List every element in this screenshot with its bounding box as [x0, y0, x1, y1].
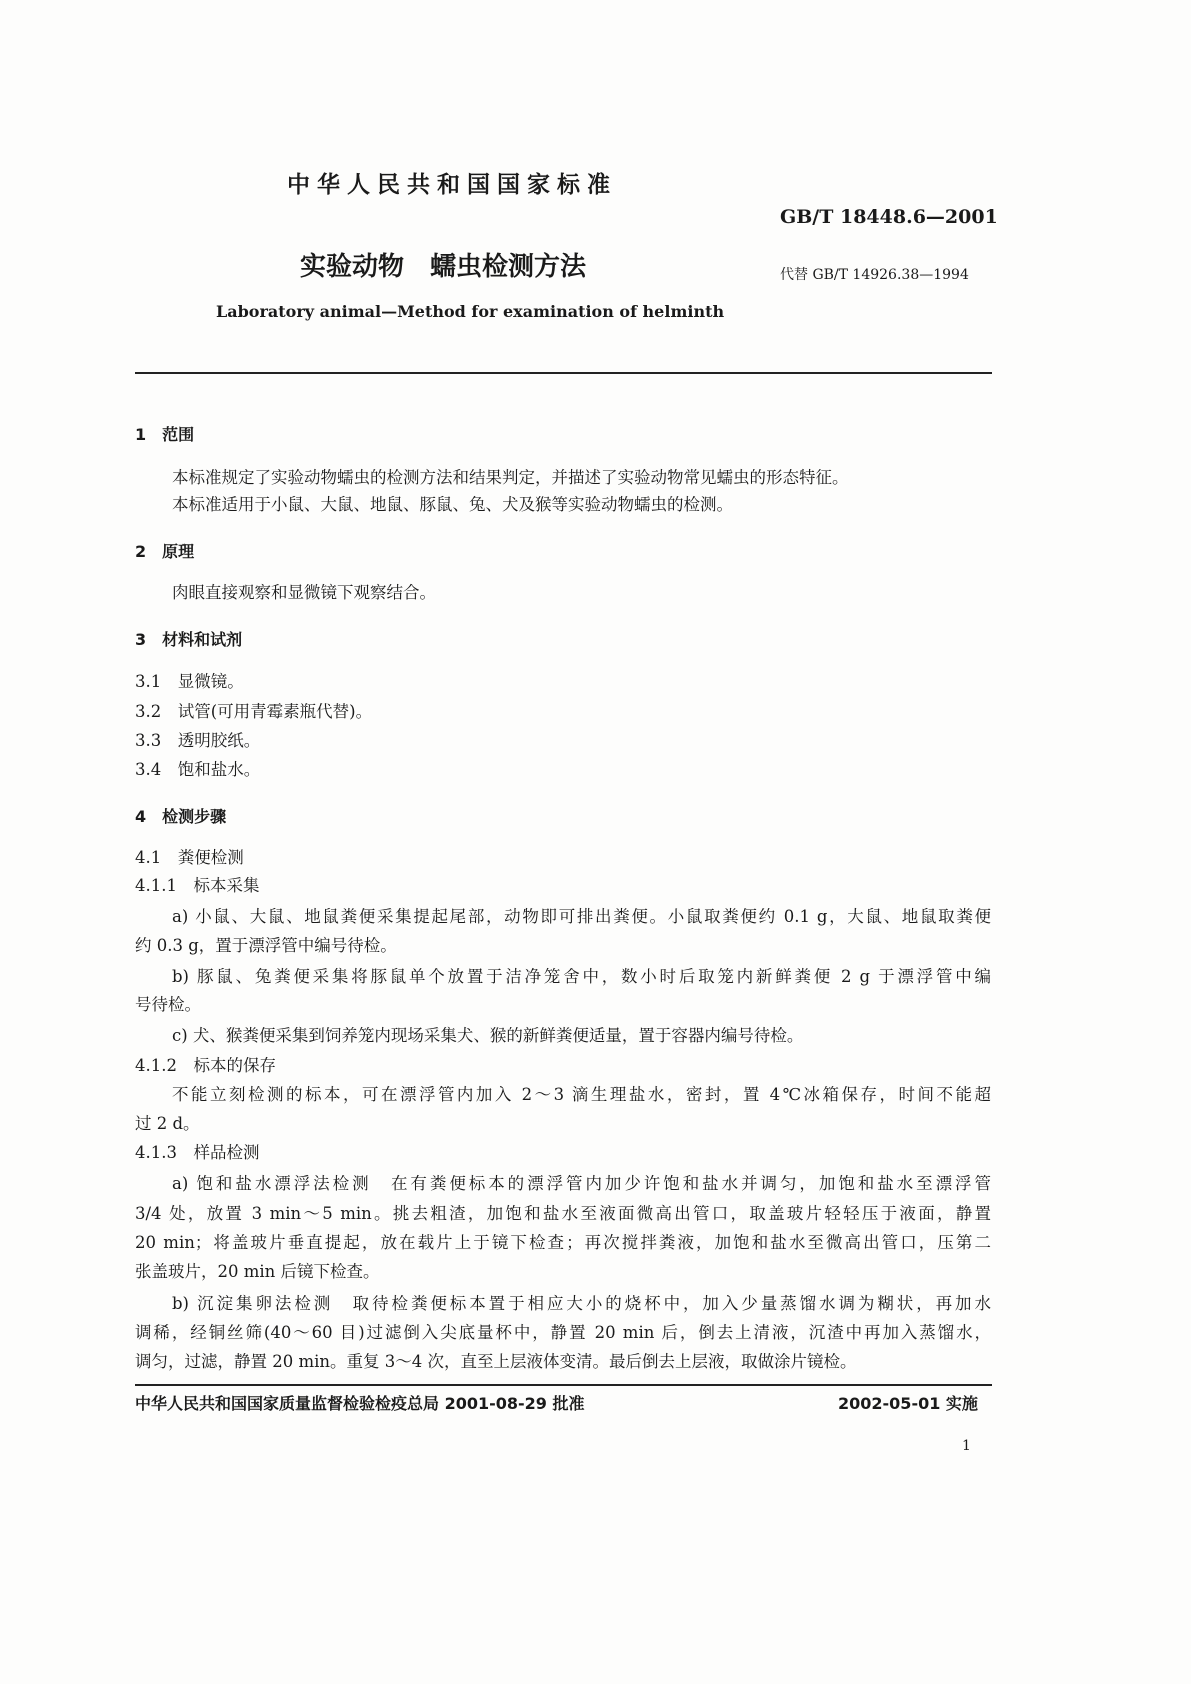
paragraph-line: 3/4 处，放置 3 min～5 min。挑去粗渣，加饱和盐水至液面微高出管口，取盖玻片轻轻压于液面，静置: [135, 1204, 991, 1223]
subsection-heading: 4.1.3 样品检测: [135, 1143, 260, 1162]
subsection-heading: 4.1.2 标本的保存: [135, 1056, 276, 1075]
list-item: 3.1 显微镜。: [135, 672, 244, 691]
list-item: 3.2 试管(可用青霉素瓶代替)。: [135, 702, 373, 721]
paragraph-line: 肉眼直接观察和显微镜下观察结合。: [172, 583, 436, 602]
section-heading-2: 2 原理: [135, 542, 195, 561]
english-title: Laboratory animal—Method for examination of helminth: [216, 302, 725, 321]
paragraph-line: a) 小鼠、大鼠、地鼠粪便采集提起尾部，动物即可排出粪便。小鼠取粪便约 0.1 g，大鼠、地鼠取粪便: [172, 907, 991, 926]
approval-line: 中华人民共和国国家质量监督检验检疫总局 2001-08-29 批准: [135, 1394, 585, 1413]
page-number: 1: [962, 1438, 971, 1454]
subsection-heading: 4.1.1 标本采集: [135, 876, 260, 895]
paragraph-line: b) 沉淀集卵法检测 取待检粪便标本置于相应大小的烧杯中，加入少量蒸馏水调为糊状，再加水: [172, 1294, 991, 1313]
footer-divider: [135, 1384, 992, 1386]
paragraph-line: 调稀，经铜丝筛(40～60 目)过滤倒入尖底量杯中，静置 20 min 后，倒去上清液，沉渣中再加入蒸馏水，: [135, 1323, 991, 1342]
section-heading-4: 4 检测步骤: [135, 807, 227, 826]
paragraph-line: 本标准适用于小鼠、大鼠、地鼠、豚鼠、兔、犬及猴等实验动物蠕虫的检测。: [172, 495, 733, 514]
replaces-standard: 代替 GB/T 14926.38—1994: [780, 267, 969, 283]
standard-code: GB/T 18448.6—2001: [780, 206, 998, 228]
paragraph-line: 不能立刻检测的标本，可在漂浮管内加入 2～3 滴生理盐水，密封，置 4℃冰箱保存，时间不能超: [172, 1085, 991, 1104]
section-heading-3: 3 材料和试剂: [135, 630, 243, 649]
paragraph-line: 张盖玻片，20 min 后镜下检查。: [135, 1262, 380, 1281]
page-title: 实验动物 蠕虫检测方法: [300, 252, 587, 282]
paragraph-line: b) 豚鼠、兔粪便采集将豚鼠单个放置于洁净笼舍中，数小时后取笼内新鲜粪便 2 g 于漂浮管中编: [172, 967, 991, 986]
paragraph-line: a) 饱和盐水漂浮法检测 在有粪便标本的漂浮管内加少许饱和盐水并调匀，加饱和盐水至漂浮管: [172, 1174, 991, 1193]
paragraph-line: 约 0.3 g，置于漂浮管中编号待检。: [135, 936, 397, 955]
paragraph-line: 本标准规定了实验动物蠕虫的检测方法和结果判定，并描述了实验动物常见蠕虫的形态特征。: [172, 468, 849, 487]
list-item: 3.4 饱和盐水。: [135, 760, 261, 779]
implementation-date: 2002-05-01 实施: [838, 1394, 978, 1413]
section-heading-1: 1 范围: [135, 425, 195, 444]
paragraph-line: 号待检。: [135, 995, 201, 1014]
paragraph-line: 20 min；将盖玻片垂直提起，放在载片上于镜下检查；再次搅拌粪液，加饱和盐水至微高出管口，压第二: [135, 1233, 991, 1252]
list-item: 3.3 透明胶纸。: [135, 731, 261, 750]
paragraph-line: 过 2 d。: [135, 1114, 200, 1133]
paragraph-line: 调匀，过滤，静置 20 min。重复 3～4 次，直至上层液体变清。最后倒去上层液，取做涂片镜检。: [135, 1352, 857, 1371]
header-divider: [135, 372, 992, 374]
subsection-heading: 4.1 粪便检测: [135, 848, 244, 867]
national-standard-label: 中华人民共和国国家标准: [287, 172, 617, 198]
paragraph-line: c) 犬、猴粪便采集到饲养笼内现场采集犬、猴的新鲜粪便适量，置于容器内编号待检。: [172, 1026, 804, 1045]
